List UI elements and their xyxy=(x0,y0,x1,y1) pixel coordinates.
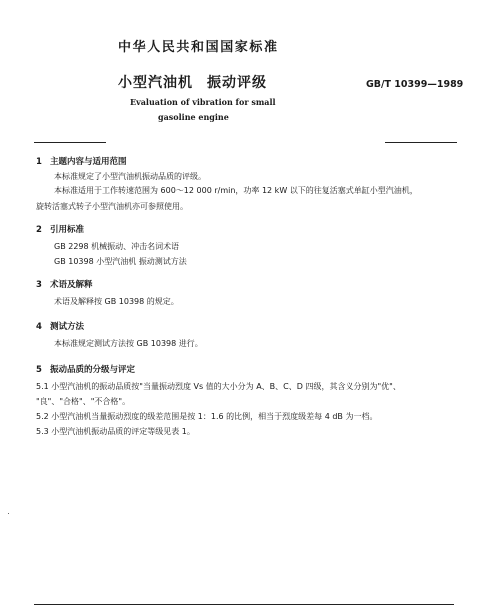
section-number: 2 xyxy=(36,225,42,235)
clause-5-2: 5.2 小型汽油机当量振动烈度的级差范围是按 1：1.6 的比例，相当于烈度级差每 4 dB 为一档。 xyxy=(36,412,378,421)
standard-number: GB/T 10399—1989 xyxy=(366,79,464,90)
header-rule-right xyxy=(385,142,457,143)
reference-item: GB 10398 小型汽油机 振动测试方法 xyxy=(54,257,187,266)
paragraph: 本标准规定了小型汽油机振动品质的评级。 xyxy=(54,172,206,181)
paragraph: 本标准规定测试方法按 GB 10398 进行。 xyxy=(54,339,203,348)
section-heading-2 xyxy=(36,223,84,235)
section-title: 测试方法 xyxy=(50,322,85,332)
section-title: 引用标准 xyxy=(50,225,85,235)
paragraph: 本标准适用于工作转速范围为 600～12 000 r/min，功率 12 kW 以下的往复活塞式单缸小型汽油机， xyxy=(54,186,418,195)
document-header: 中华人民共和国国家标准 xyxy=(118,40,279,55)
scan-speck xyxy=(8,513,9,514)
section-heading-3 xyxy=(36,278,93,290)
footer-rule xyxy=(34,604,454,605)
document-title xyxy=(118,72,267,92)
english-title-line2: gasoline engine xyxy=(158,112,229,122)
section-heading-1 xyxy=(36,155,127,167)
section-number: 4 xyxy=(36,322,42,332)
paragraph: 术语及解释按 GB 10398 的规定。 xyxy=(54,297,179,306)
reference-item: GB 2298 机械振动、冲击名词术语 xyxy=(54,242,180,251)
section-heading-5 xyxy=(36,363,135,375)
section-heading-4 xyxy=(36,320,84,332)
clause-5-1-continuation: "良"、"合格"、"不合格"。 xyxy=(36,397,131,406)
section-number: 3 xyxy=(36,280,42,290)
header-rule-left xyxy=(34,142,106,143)
paragraph-continuation: 旋转活塞式转子小型汽油机亦可参照使用。 xyxy=(36,202,188,211)
section-number: 5 xyxy=(36,365,42,375)
section-title: 振动品质的分级与评定 xyxy=(50,365,136,375)
clause-5-1: 5.1 小型汽油机的振动品质按"当量振动烈度 Vs 值的大小分为 A、B、C、D 四级，其含义分别为"优"、 xyxy=(36,382,401,391)
title-main: 小型汽油机 xyxy=(118,75,193,91)
clause-5-3: 5.3 小型汽油机振动品质的评定等级见表 1。 xyxy=(36,427,195,436)
section-title: 主题内容与适用范围 xyxy=(50,157,127,167)
title-sub: 振动评级 xyxy=(207,75,267,91)
english-title-line1: Evaluation of vibration for small xyxy=(130,97,276,107)
section-title: 术语及解释 xyxy=(50,280,93,290)
section-number: 1 xyxy=(36,157,42,167)
